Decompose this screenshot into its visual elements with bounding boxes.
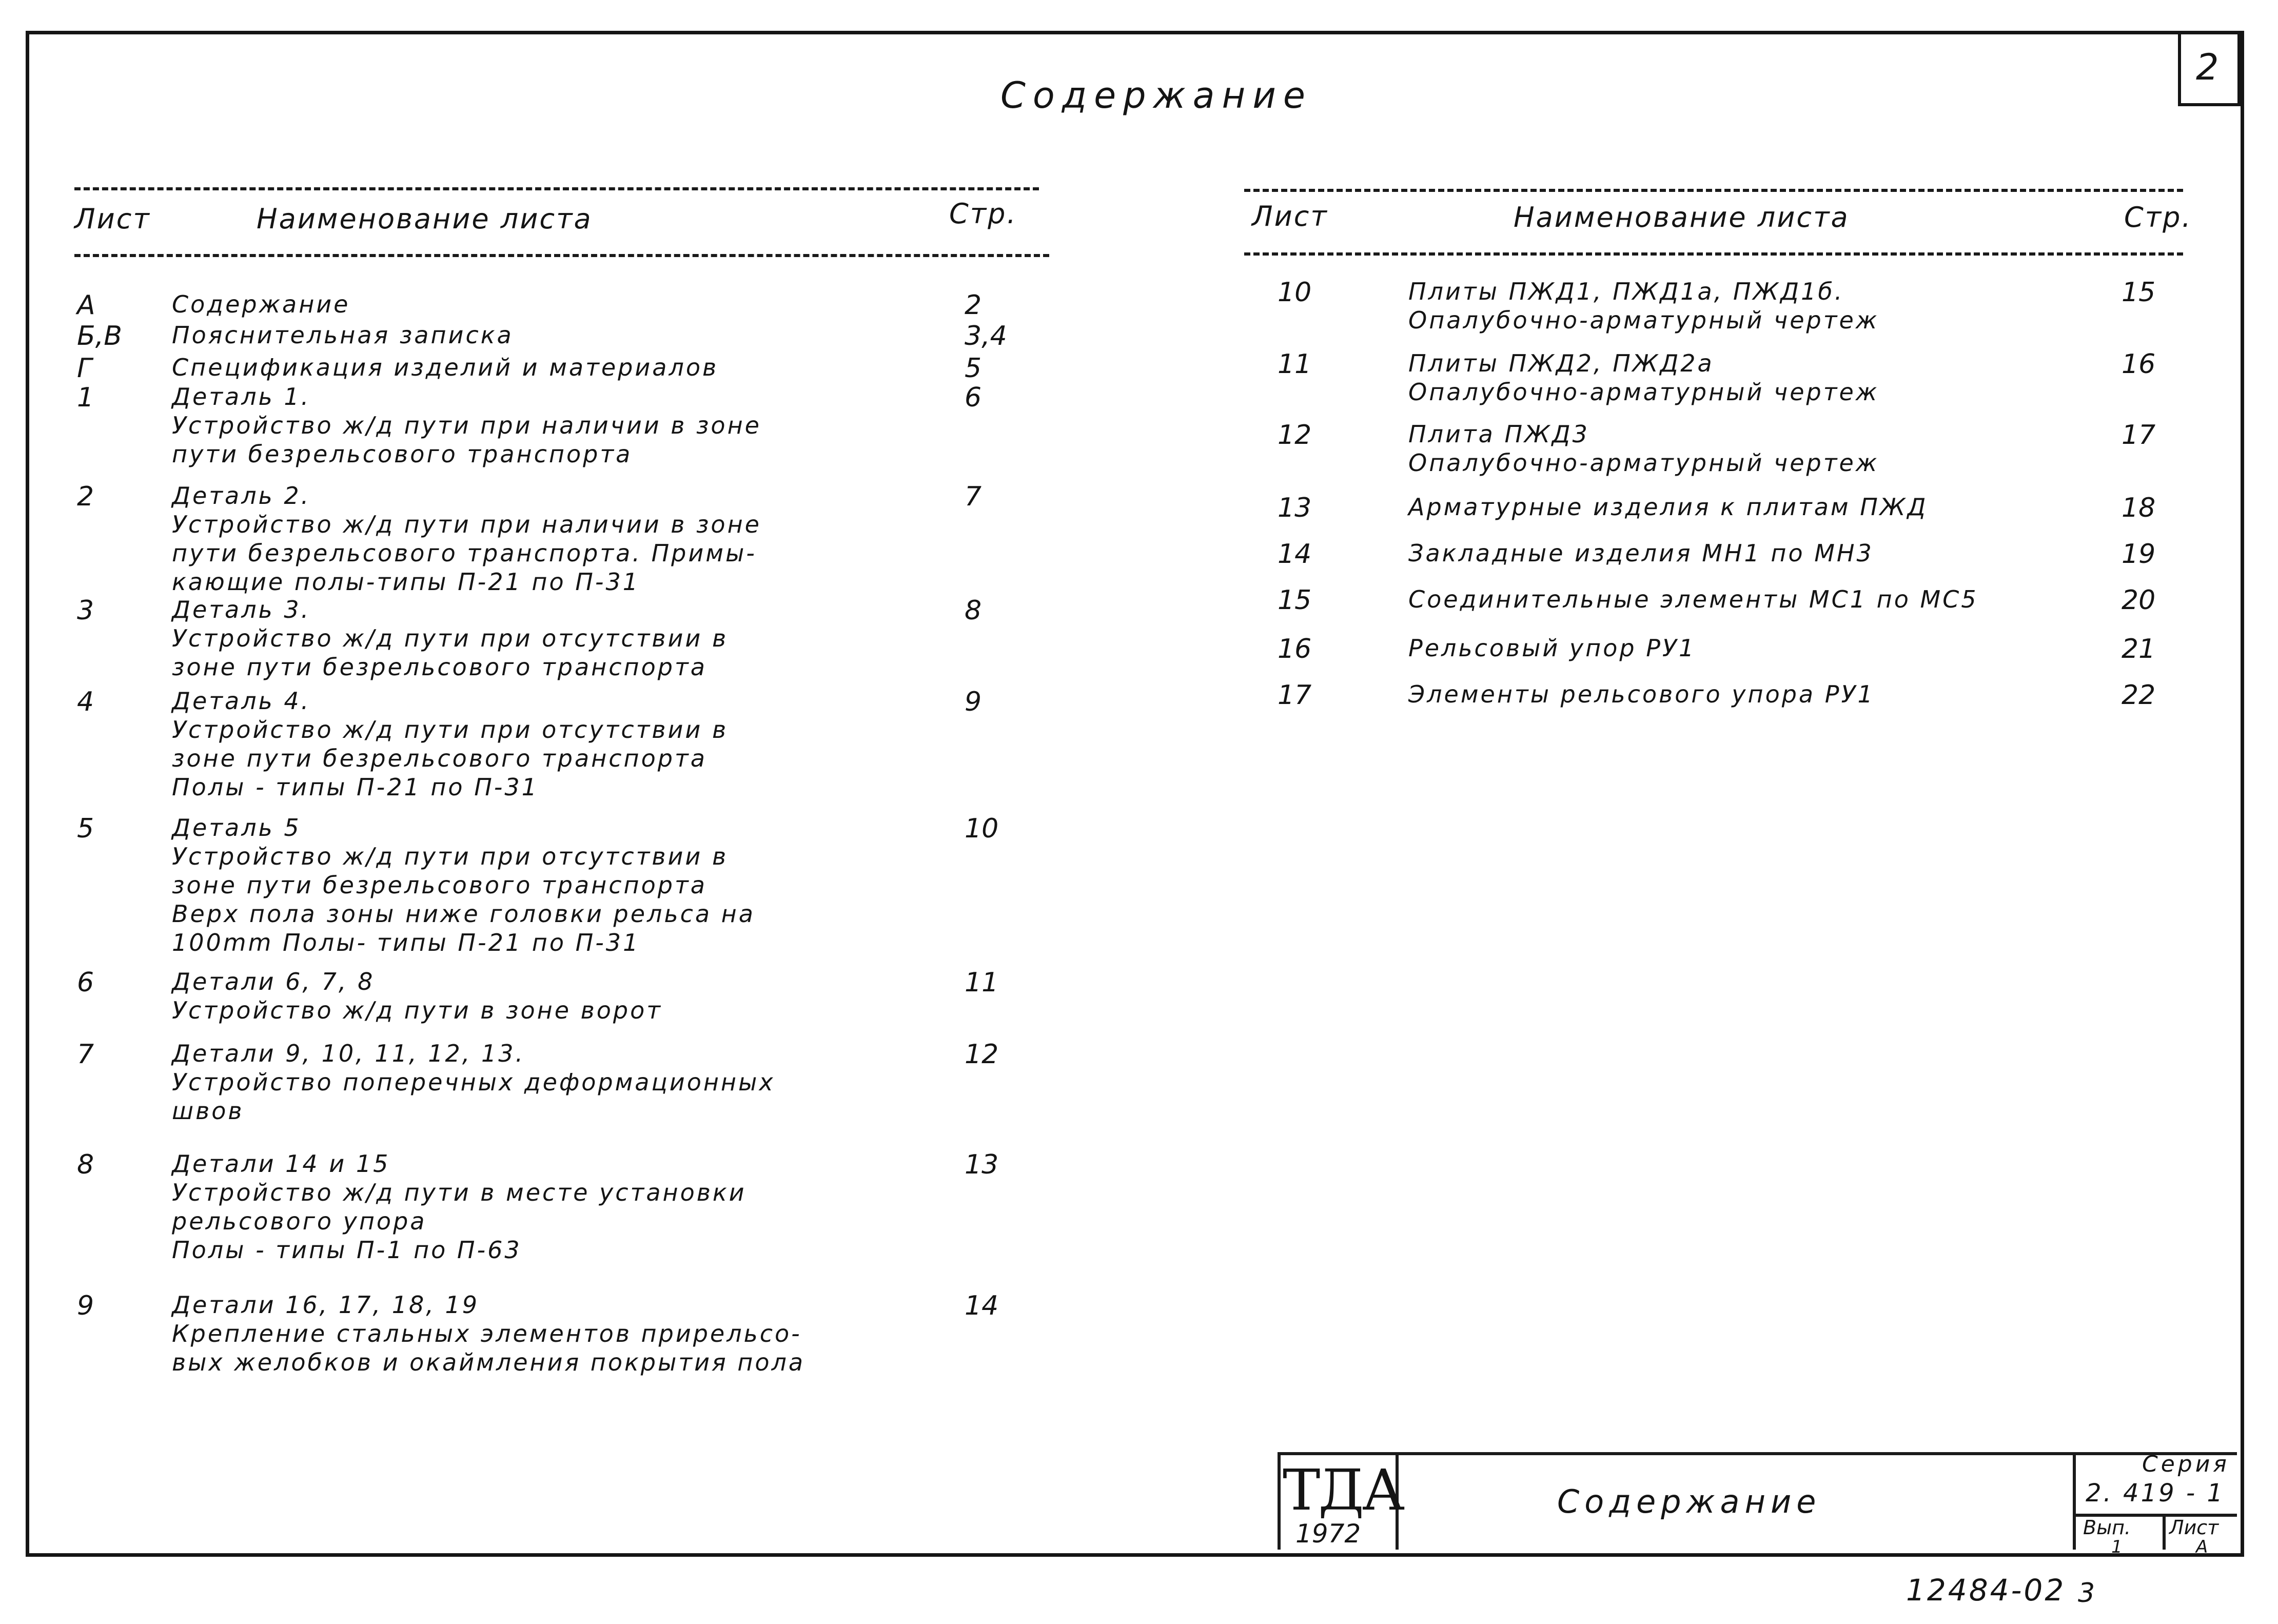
series-label: Серия — [2142, 1451, 2230, 1477]
toc-row-page: 21 — [2122, 634, 2156, 664]
toc-row-sheet: 3 — [77, 595, 94, 626]
toc-row-page: 13 — [965, 1149, 999, 1180]
left-header-sheet: Лист — [74, 203, 151, 235]
toc-row-name: Рельсовый упор РУ1 — [1408, 634, 1696, 662]
title-block-title: Содержание — [1557, 1483, 1821, 1520]
toc-row-name: Детали 6, 7, 8 Устройство ж/д пути в зоне ворот — [172, 968, 663, 1024]
archive-page: 3 — [2078, 1578, 2095, 1609]
toc-row-page: 5 — [965, 353, 982, 384]
toc-row-name: Детали 16, 17, 18, 19 Крепление стальных элементов прирельсо- вых желобков и окаймления покрытия пола — [172, 1291, 806, 1376]
left-header-page: Стр. — [949, 198, 1017, 230]
left-header-top-rule — [74, 187, 1039, 190]
toc-row-sheet: 11 — [1278, 349, 1312, 380]
right-header-name: Наименование листа — [1514, 201, 1850, 233]
toc-row-name: Детали 14 и 15 Устройство ж/д пути в месте установки рельсового упора Полы - типы П-1 по П-63 — [172, 1150, 747, 1264]
toc-row-name: Пояснительная записка — [172, 321, 514, 349]
sheet-label: Лист — [2169, 1516, 2219, 1539]
toc-row-page: 16 — [2122, 349, 2156, 380]
sheet-number: 2 — [2196, 46, 2219, 88]
page-title: Содержание — [1000, 74, 1312, 116]
toc-row-name: Деталь 3. Устройство ж/д пути при отсутствии в зоне пути безрельсового транспорта — [172, 596, 729, 681]
sheet-value: А — [2196, 1537, 2208, 1557]
left-header-bottom-rule — [74, 254, 1049, 257]
left-header-name: Наименование листа — [257, 203, 593, 235]
toc-row-sheet: 10 — [1278, 277, 1312, 308]
right-header-bottom-rule — [1244, 252, 2183, 256]
toc-row-name: Детали 9, 10, 11, 12, 13. Устройство поперечных деформационных швов — [172, 1040, 775, 1125]
toc-row-name: Содержание — [172, 290, 350, 318]
toc-row-page: 19 — [2122, 539, 2156, 570]
toc-row-page: 22 — [2122, 680, 2156, 711]
toc-row-page: 17 — [2122, 420, 2156, 451]
title-block-series-divider — [2073, 1452, 2076, 1550]
toc-row-page: 18 — [2122, 493, 2156, 523]
toc-row-page: 20 — [2122, 585, 2156, 616]
toc-row-page: 9 — [965, 687, 982, 717]
toc-row-page: 2 — [965, 290, 982, 321]
toc-row-sheet: 16 — [1278, 634, 1312, 664]
toc-row-name: Плита ПЖД3 Опалубочно-арматурный чертеж — [1408, 420, 1879, 477]
toc-row-name: Деталь 2. Устройство ж/д пути при наличии в зоне пути безрельсового транспорта. Примы- кающие полы-типы П-21 по П-31 — [172, 482, 761, 596]
toc-row-sheet: 17 — [1278, 680, 1312, 711]
toc-row-name: Закладные изделия МН1 по МН3 — [1408, 539, 1874, 567]
toc-row-sheet: 13 — [1278, 493, 1312, 523]
title-block-issue-divider — [2163, 1514, 2166, 1550]
toc-row-page: 7 — [965, 481, 982, 512]
issue-label: Вып. — [2083, 1516, 2131, 1539]
toc-row-name: Деталь 4. Устройство ж/д пути при отсутствии в зоне пути безрельсового транспорта Полы - типы П-21 по П-31 — [172, 687, 729, 801]
toc-row-name: Элементы рельсового упора РУ1 — [1408, 680, 1875, 708]
toc-row-page: 8 — [965, 595, 982, 626]
title-block-left-rule — [1278, 1452, 1281, 1550]
toc-row-sheet: Б,В — [77, 321, 122, 351]
toc-row-sheet: 8 — [77, 1149, 94, 1180]
series-value: 2. 419 - 1 — [2086, 1479, 2225, 1508]
toc-row-sheet: Г — [77, 353, 92, 384]
toc-row-page: 11 — [965, 967, 999, 998]
toc-row-sheet: 2 — [77, 481, 94, 512]
toc-row-sheet: 4 — [77, 687, 94, 717]
toc-row-page: 3,4 — [965, 321, 1007, 351]
toc-row-page: 14 — [965, 1290, 999, 1321]
issue-value: 1 — [2111, 1537, 2123, 1557]
toc-row-sheet: 6 — [77, 967, 94, 998]
toc-row-name: Деталь 5 Устройство ж/д пути при отсутствии в зоне пути безрельсового транспорта Верх пола зоны ниже головки рельса на 100mm Полы- типы П-21 по П-31 — [172, 814, 755, 956]
toc-row-name: Плиты ПЖД1, ПЖД1а, ПЖД1б. Опалубочно-арматурный чертеж — [1408, 278, 1879, 334]
toc-row-name: Плиты ПЖД2, ПЖД2а Опалубочно-арматурный чертеж — [1408, 349, 1879, 406]
toc-row-sheet: 7 — [77, 1039, 94, 1070]
org-year: 1972 — [1295, 1519, 1361, 1549]
toc-row-sheet: 9 — [77, 1290, 94, 1321]
toc-row-page: 6 — [965, 382, 982, 413]
toc-row-name: Соединительные элементы МС1 по МС5 — [1408, 585, 1978, 613]
right-header-sheet: Лист — [1252, 200, 1328, 232]
toc-row-sheet: 5 — [77, 813, 94, 844]
toc-row-name: Арматурные изделия к плитам ПЖД — [1408, 493, 1928, 521]
toc-row-page: 12 — [965, 1039, 999, 1070]
toc-row-sheet: 14 — [1278, 539, 1312, 570]
right-header-top-rule — [1244, 189, 2183, 192]
toc-row-page: 10 — [965, 813, 999, 844]
org-logo: ТДА — [1283, 1457, 1403, 1523]
toc-row-name: Деталь 1. Устройство ж/д пути при наличии в зоне пути безрельсового транспорта — [172, 383, 761, 468]
toc-row-sheet: 1 — [77, 382, 94, 413]
toc-row-sheet: А — [77, 290, 95, 321]
archive-code: 12484-02 — [1906, 1573, 2066, 1608]
toc-row-name: Спецификация изделий и материалов — [172, 354, 719, 381]
toc-row-sheet: 15 — [1278, 585, 1312, 616]
toc-row-page: 15 — [2122, 277, 2156, 308]
title-block-top-rule — [1278, 1452, 2237, 1455]
right-header-page: Стр. — [2124, 201, 2192, 233]
toc-row-sheet: 12 — [1278, 420, 1312, 451]
